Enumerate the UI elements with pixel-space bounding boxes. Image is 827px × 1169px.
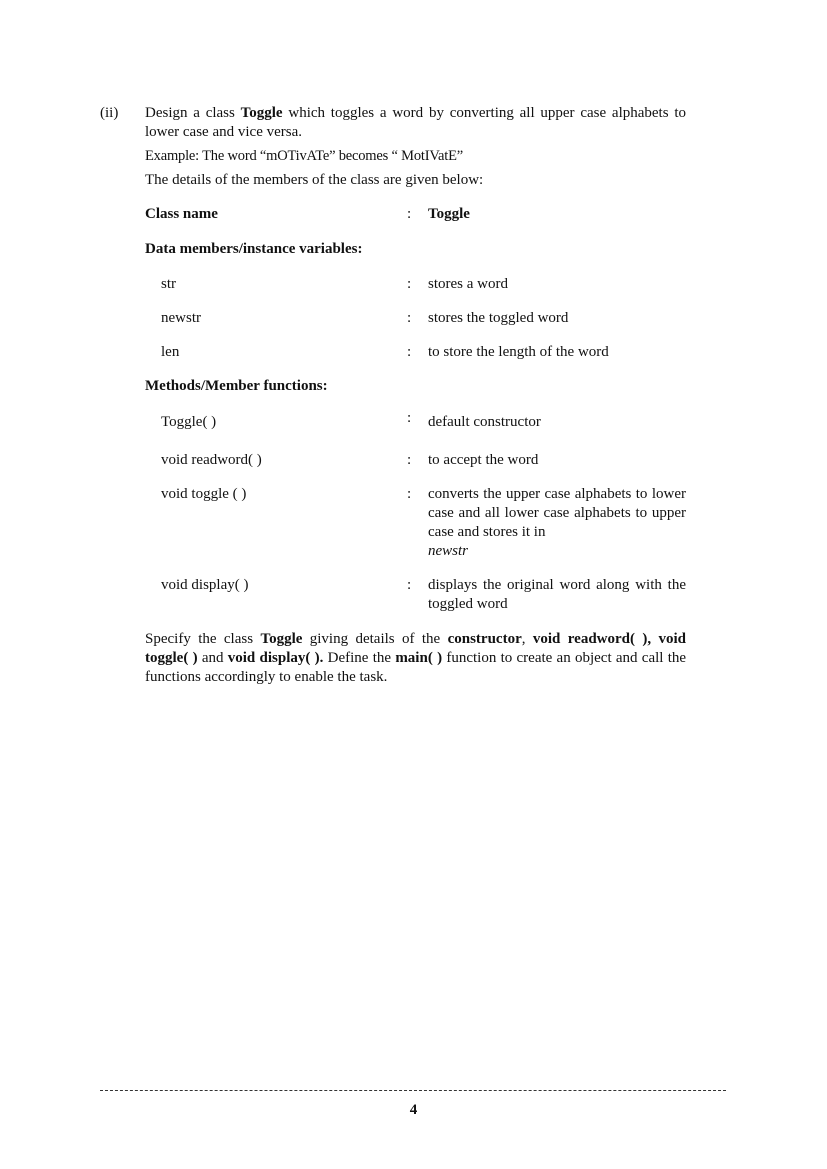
- bold-text: void readword( ), void toggle( ): [145, 631, 687, 666]
- question-intro: [145, 104, 686, 142]
- method-desc-italic: newstr: [428, 543, 469, 559]
- text: function to create an object and call the functions accordingly to enable the task.: [145, 650, 687, 685]
- page-number: 4: [409, 1102, 418, 1118]
- text: and: [197, 650, 228, 666]
- method-desc: default constructor: [428, 414, 541, 430]
- class-name-value: Toggle: [428, 206, 470, 222]
- member-desc: stores a word: [428, 276, 508, 292]
- method-name: void toggle ( ): [161, 486, 247, 502]
- method-desc: displays the original word along with the toggled word: [428, 577, 686, 612]
- bold-text: constructor: [447, 631, 522, 647]
- method-desc-text: converts the upper case alphabets to lower case and all lower case alphabets to upper case and stores it in: [428, 486, 686, 540]
- example-text: Example: The word “mOTivATe” becomes “ MotIVatE”: [145, 148, 463, 164]
- text: Specify the class: [145, 631, 261, 647]
- bold-text: main( ): [395, 650, 443, 666]
- class-name-label: Class name: [145, 206, 218, 222]
- instruction-paragraph: [145, 630, 686, 687]
- bold-text: void display( ).: [227, 650, 324, 666]
- details-intro: The details of the members of the class are given below:: [145, 172, 484, 188]
- method-name: void display( ): [161, 577, 249, 593]
- class-name-inline: Toggle: [240, 105, 283, 121]
- colon: :: [407, 206, 412, 222]
- member-desc: stores the toggled word: [428, 310, 569, 326]
- methods-heading: Methods/Member functions:: [145, 378, 328, 394]
- data-members-heading: Data members/instance variables:: [145, 241, 363, 257]
- method-name: Toggle( ): [161, 414, 217, 430]
- colon: :: [407, 410, 412, 426]
- text: giving details of the: [302, 631, 448, 647]
- method-desc: [428, 485, 686, 561]
- question-label: (ii): [100, 105, 119, 121]
- bold-text: Toggle: [260, 631, 303, 647]
- colon: :: [407, 310, 412, 326]
- colon: :: [407, 577, 412, 593]
- method-desc: to accept the word: [428, 452, 539, 468]
- intro-text-2: which toggles a word by converting all upper case alphabets to lower case and vice versa.: [145, 105, 687, 140]
- colon: :: [407, 486, 412, 502]
- intro-text: Design a class: [145, 105, 241, 121]
- member-name: len: [161, 344, 180, 360]
- colon: :: [407, 276, 412, 292]
- colon: :: [407, 452, 412, 468]
- member-name: newstr: [161, 310, 201, 326]
- colon: :: [407, 344, 412, 360]
- footer-divider: [100, 1090, 726, 1091]
- member-name: str: [161, 276, 176, 292]
- text: ,: [521, 631, 533, 647]
- text: Define the: [323, 650, 396, 666]
- method-name: void readword( ): [161, 452, 262, 468]
- member-desc: to store the length of the word: [428, 344, 609, 360]
